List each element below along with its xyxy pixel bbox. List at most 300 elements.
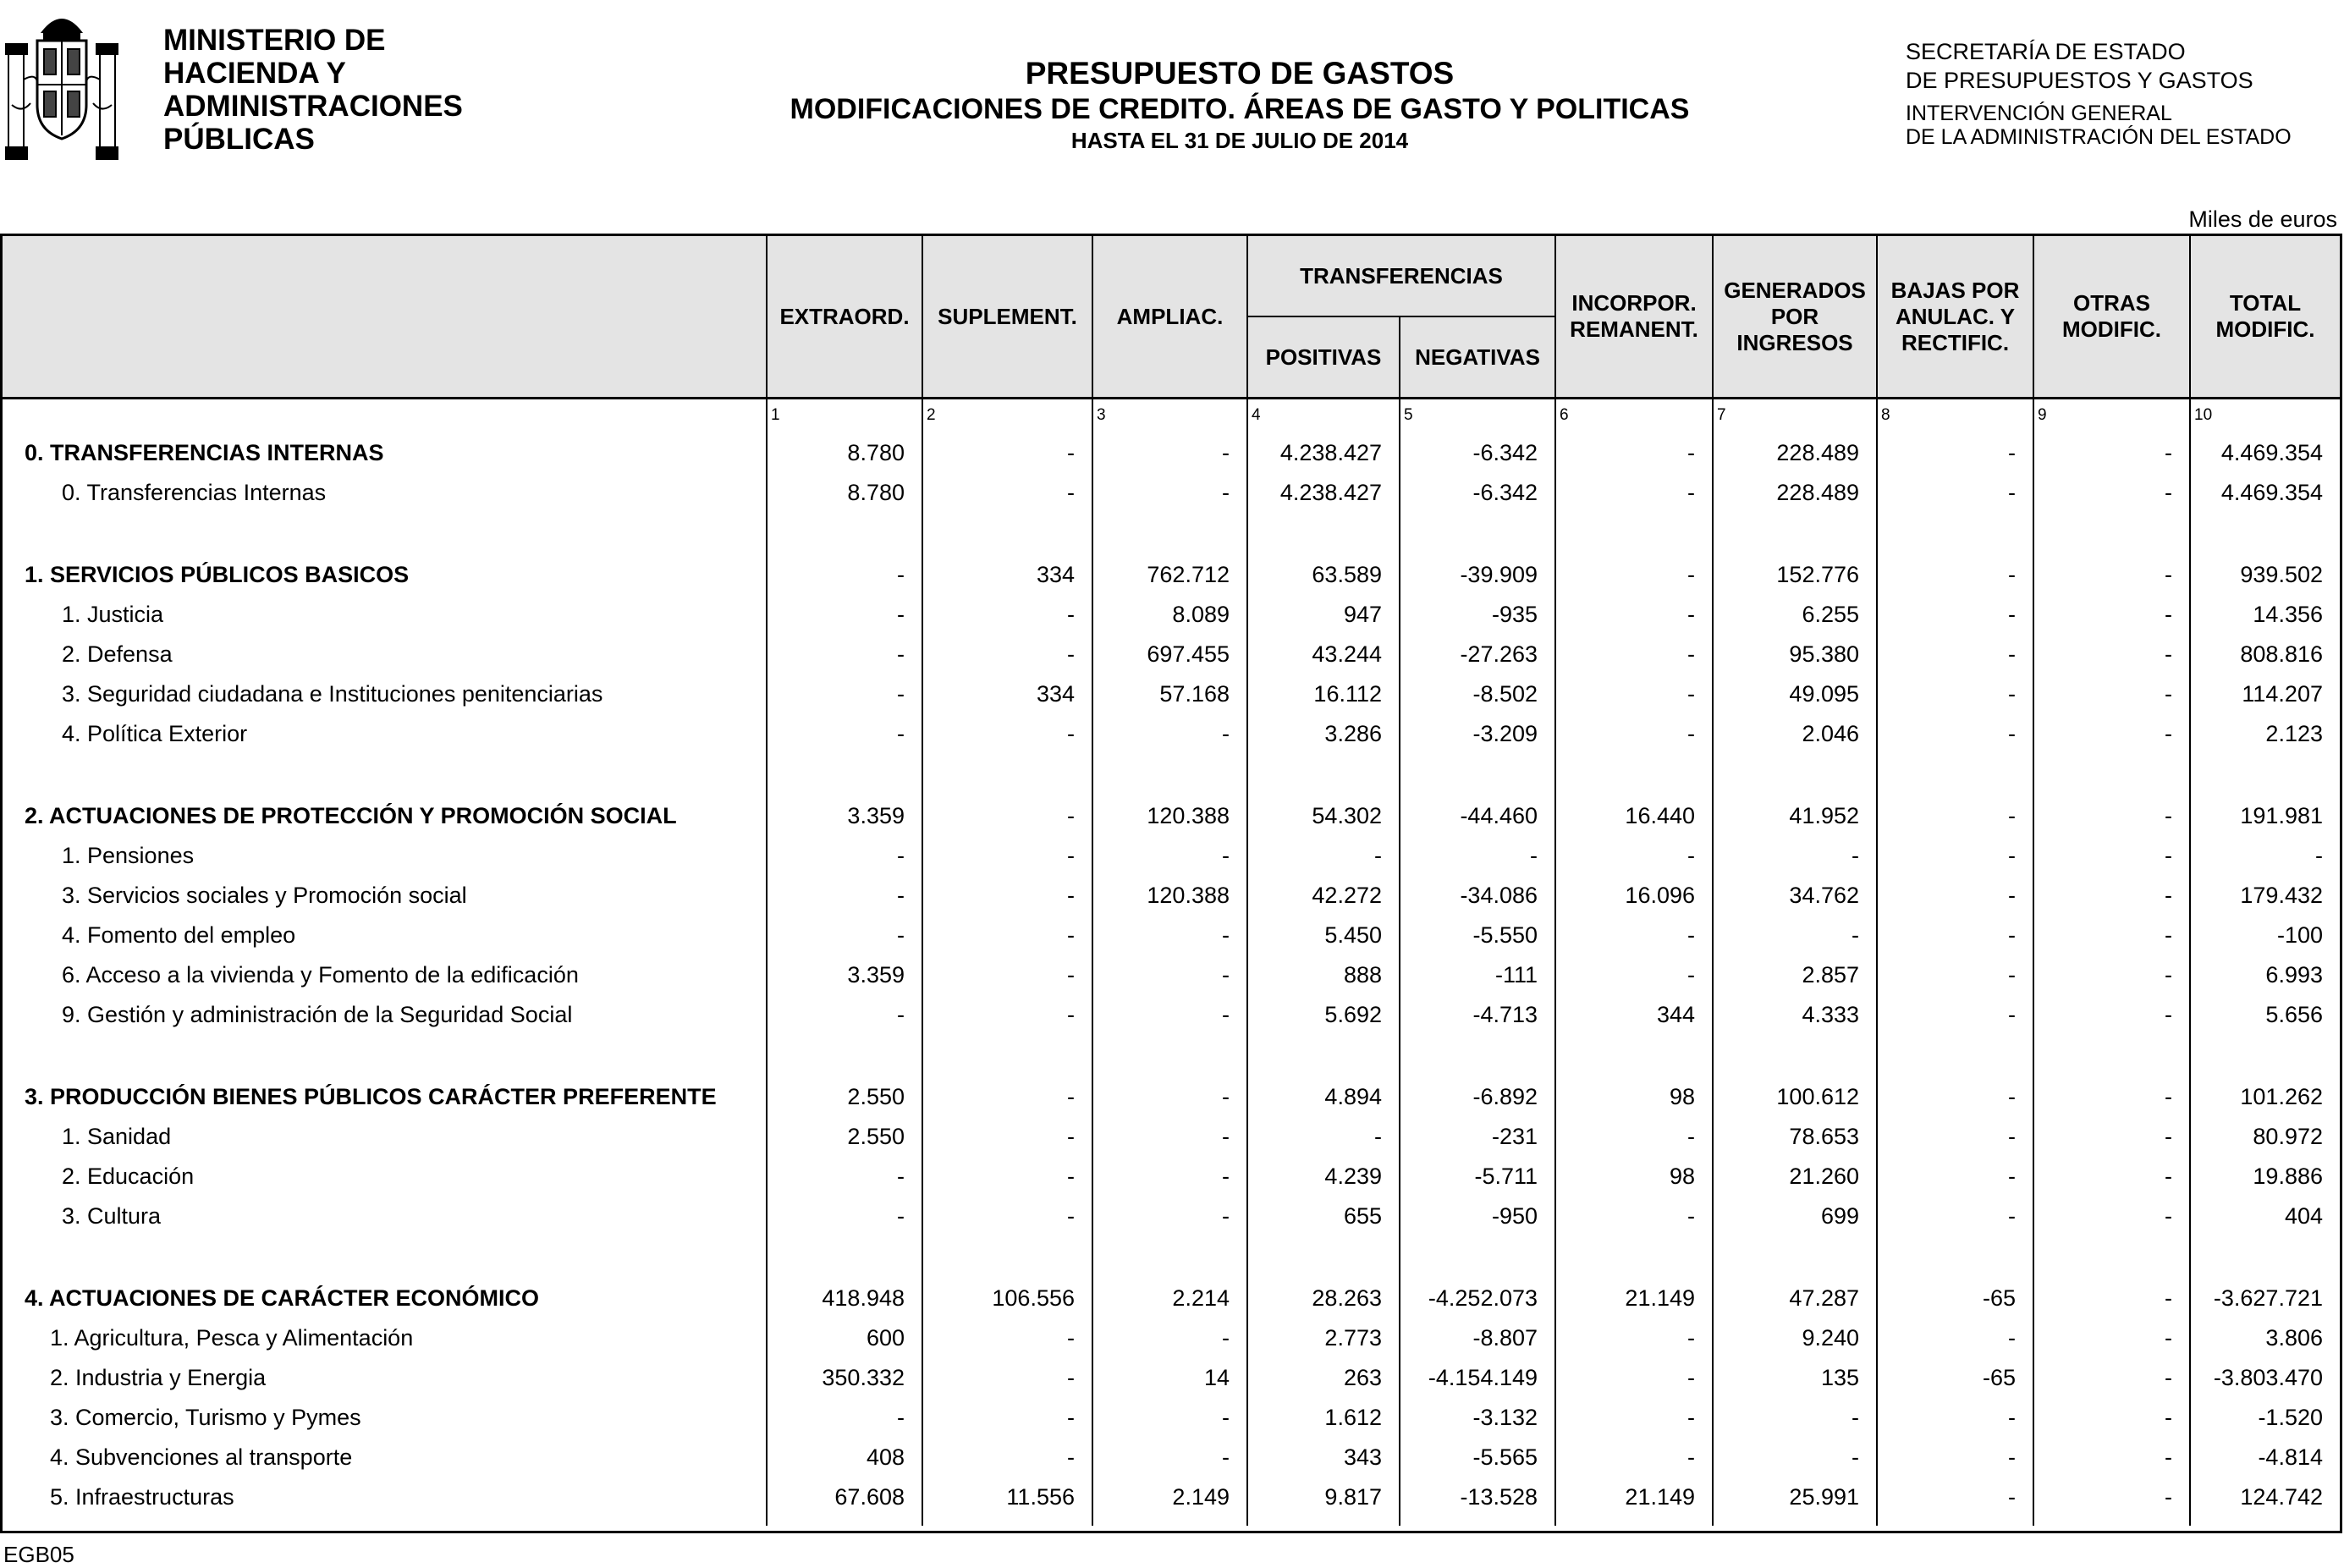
value-cell: - [1877,1318,2033,1358]
value-cell: - [2033,1438,2190,1477]
col-header-otras [2033,236,2190,399]
row-label: 2. Industria y Energia [50,1365,267,1390]
spacer-cell [1400,1035,1555,1077]
spacer-cell [1247,1517,1400,1526]
value-cell: - [1092,433,1247,473]
value-cell: 2.550 [767,1117,922,1157]
value-cell: -111 [1400,955,1555,995]
value-cell: 9.817 [1247,1477,1400,1517]
value-cell: - [767,635,922,674]
row-label: 5. Infraestructuras [50,1484,234,1510]
value-cell: - [922,995,1092,1035]
value-cell: 80.972 [2190,1117,2340,1157]
value-cell: 19.886 [2190,1157,2340,1197]
value-cell: - [1555,1197,1713,1236]
col-header-generados [1713,236,1877,399]
row-label: 1. Pensiones [62,843,195,868]
value-cell: - [1092,995,1247,1035]
value-cell: - [2033,1197,2190,1236]
table-body [3,399,2340,1527]
policy-row [3,473,2340,513]
secretaria-line: DE PRESUPUESTOS Y GASTOS [1906,68,2253,93]
spacer-cell [1555,1236,1713,1279]
value-cell: - [1092,1157,1247,1197]
policy-row [3,1157,2340,1197]
value-cell: - [1555,1117,1713,1157]
value-cell: 120.388 [1092,796,1247,836]
value-cell: -3.209 [1400,714,1555,754]
value-cell: -34.086 [1400,876,1555,916]
value-cell: - [767,836,922,876]
row-label: 3. Seguridad ciudadana e Instituciones penitenciarias [62,681,603,707]
spacer-cell [1247,1236,1400,1279]
value-cell: - [922,955,1092,995]
header-line: MODIFIC. [2062,316,2162,342]
policy-row [3,876,2340,916]
value-cell: - [1713,916,1877,955]
value-cell: -4.154.149 [1400,1358,1555,1398]
value-cell: - [1877,1117,2033,1157]
spacer-cell [922,1035,1092,1077]
value-cell: - [1247,1117,1400,1157]
value-cell: - [2033,876,2190,916]
value-cell: - [2190,836,2340,876]
value-cell: -1.520 [2190,1398,2340,1438]
spacer-cell [1555,1035,1713,1077]
value-cell: 8.780 [767,433,922,473]
column-numbers-row [3,399,2340,434]
value-cell: - [2033,1117,2190,1157]
policy-row [3,1117,2340,1157]
spacer-cell [3,1035,767,1077]
value-cell: -8.502 [1400,674,1555,714]
spacer-cell [1877,513,2033,555]
spacer-cell [3,1236,767,1279]
value-cell: - [922,1197,1092,1236]
spacer-cell [922,754,1092,796]
column-number: 6 [1555,399,1713,434]
value-cell: 21.260 [1713,1157,1877,1197]
value-cell: -65 [1877,1358,2033,1398]
budget-modifications-table [3,236,2340,1526]
value-cell: 28.263 [1247,1279,1400,1318]
value-cell: - [2033,1279,2190,1318]
value-cell: - [922,796,1092,836]
area-row [3,1077,2340,1117]
spacer-cell [1713,754,1877,796]
value-cell: - [922,635,1092,674]
value-cell: - [2033,916,2190,955]
value-cell: 11.556 [922,1477,1092,1517]
spacer-cell [922,1517,1092,1526]
spacer-cell [3,1517,767,1526]
spacer-cell [1877,754,2033,796]
column-number: 3 [1092,399,1247,434]
col-header-incorpor [1555,236,1713,399]
value-cell: - [1092,1318,1247,1358]
value-cell: - [1555,1438,1713,1477]
value-cell: 6.255 [1713,595,1877,635]
spacer-cell [2033,1035,2190,1077]
value-cell: 4.894 [1247,1077,1400,1117]
value-cell: - [1555,955,1713,995]
value-cell: - [767,1197,922,1236]
value-cell: - [2033,796,2190,836]
row-label: 2. Educación [62,1164,195,1189]
row-label: 4. ACTUACIONES DE CARÁCTER ECONÓMICO [25,1285,540,1311]
spacer-row [3,1236,2340,1279]
value-cell: 6.993 [2190,955,2340,995]
policy-row [3,595,2340,635]
spacer-cell [2190,1236,2340,1279]
value-cell: 16.096 [1555,876,1713,916]
value-cell: 9.240 [1713,1318,1877,1358]
spacer-cell [1092,513,1247,555]
row-label: 0. TRANSFERENCIAS INTERNAS [25,440,384,465]
spacer-cell [1713,1035,1877,1077]
spacer-cell [2033,513,2190,555]
value-cell: 34.762 [1713,876,1877,916]
col-header-ampliac: AMPLIAC. [1092,236,1247,399]
spacer-row [3,513,2340,555]
value-cell: - [1092,1438,1247,1477]
header-line: INGRESOS [1736,329,1853,355]
row-label: 0. Transferencias Internas [62,480,327,505]
policy-row [3,1477,2340,1517]
column-number: 7 [1713,399,1877,434]
value-cell: - [1555,433,1713,473]
spacer-cell [2033,1236,2190,1279]
header-line: BAJAS POR [1890,277,2020,303]
value-cell: - [1877,1438,2033,1477]
value-cell: - [2033,1398,2190,1438]
value-cell: -8.807 [1400,1318,1555,1358]
value-cell: 344 [1555,995,1713,1035]
value-cell: -6.342 [1400,473,1555,513]
column-number: 2 [922,399,1092,434]
col-header-suplement: SUPLEMENT. [922,236,1092,399]
spacer-cell [1092,1517,1247,1526]
value-cell: - [1555,714,1713,754]
row-label: 1. Sanidad [62,1124,172,1149]
value-cell: 101.262 [2190,1077,2340,1117]
value-cell: - [2033,1358,2190,1398]
value-cell: -5.565 [1400,1438,1555,1477]
value-cell: 5.692 [1247,995,1400,1035]
policy-row [3,955,2340,995]
value-cell: - [922,1318,1092,1358]
value-cell: 135 [1713,1358,1877,1398]
value-cell: -3.627.721 [2190,1279,2340,1318]
column-number: 10 [2190,399,2340,434]
row-label: 4. Fomento del empleo [62,922,296,948]
value-cell: - [922,1157,1092,1197]
value-cell: -100 [2190,916,2340,955]
value-cell: 3.359 [767,796,922,836]
value-cell: 8.089 [1092,595,1247,635]
value-cell: - [1877,1077,2033,1117]
value-cell: - [922,1117,1092,1157]
value-cell: -950 [1400,1197,1555,1236]
value-cell: 179.432 [2190,876,2340,916]
units-label: Miles de euros [2188,206,2337,232]
value-cell: 49.095 [1713,674,1877,714]
col-header-transferencias: TRANSFERENCIAS [1247,236,1555,316]
value-cell: 3.806 [2190,1318,2340,1358]
value-cell: 120.388 [1092,876,1247,916]
value-cell: - [2033,1318,2190,1358]
value-cell: - [1555,473,1713,513]
spacer-cell [3,754,767,796]
value-cell: 41.952 [1713,796,1877,836]
value-cell: 54.302 [1247,796,1400,836]
col-header-total [2190,236,2340,399]
value-cell: -4.252.073 [1400,1279,1555,1318]
spacer-cell [1247,513,1400,555]
row-label: 3. Comercio, Turismo y Pymes [50,1405,361,1430]
policy-row [3,1358,2340,1398]
value-cell: 4.239 [1247,1157,1400,1197]
column-number: 8 [1877,399,2033,434]
policy-row [3,916,2340,955]
value-cell: - [1877,836,2033,876]
value-cell: -5.711 [1400,1157,1555,1197]
value-cell: - [922,916,1092,955]
policy-row [3,1318,2340,1358]
policy-row [3,836,2340,876]
value-cell: - [1877,555,2033,595]
value-cell: - [1713,1398,1877,1438]
value-cell: - [922,876,1092,916]
value-cell: 808.816 [2190,635,2340,674]
value-cell: 408 [767,1438,922,1477]
col-header-extraord: EXTRAORD. [767,236,922,399]
value-cell: - [922,1438,1092,1477]
spacer-cell [1092,1035,1247,1077]
spacer-cell [1877,1517,2033,1526]
value-cell: - [2033,473,2190,513]
value-cell: 42.272 [1247,876,1400,916]
value-cell: - [1877,995,2033,1035]
intervencion-block [1906,102,2292,149]
value-cell: - [1092,836,1247,876]
value-cell: - [922,836,1092,876]
value-cell: -27.263 [1400,635,1555,674]
report-title-block [592,54,1887,156]
spacer-cell [1400,1517,1555,1526]
value-cell: 5.450 [1247,916,1400,955]
value-cell: - [1877,1477,2033,1517]
row-label: 4. Subvenciones al transporte [50,1444,353,1470]
value-cell: 3.286 [1247,714,1400,754]
value-cell: 334 [922,674,1092,714]
value-cell: 21.149 [1555,1279,1713,1318]
column-number: 1 [767,399,922,434]
col-header-negativas: NEGATIVAS [1400,316,1555,399]
value-cell: 124.742 [2190,1477,2340,1517]
value-cell: -6.342 [1400,433,1555,473]
spacer-cell [767,1236,922,1279]
label-column-header [3,236,767,399]
value-cell: -39.909 [1400,555,1555,595]
value-cell: -65 [1877,1279,2033,1318]
row-label: 2. Defensa [62,641,173,667]
value-cell: - [1877,674,2033,714]
row-label: 3. Cultura [62,1203,162,1229]
value-cell: - [2033,635,2190,674]
coat-of-arms-emblem [5,3,118,168]
value-cell: - [767,916,922,955]
value-cell: 699 [1713,1197,1877,1236]
value-cell: - [1092,714,1247,754]
value-cell: - [1555,555,1713,595]
report-subtitle: MODIFICACIONES DE CREDITO. ÁREAS DE GASTO Y POLITICAS [790,93,1690,125]
value-cell: - [1555,674,1713,714]
value-cell: - [1877,473,2033,513]
intervencion-line: INTERVENCIÓN GENERAL [1906,102,2172,125]
spacer-cell [922,1236,1092,1279]
spacer-cell [1092,1236,1247,1279]
spacer-cell [2190,754,2340,796]
value-cell: 939.502 [2190,555,2340,595]
value-cell: 4.469.354 [2190,433,2340,473]
value-cell: - [922,595,1092,635]
bottom-padding-row [3,1517,2340,1526]
report-date: HASTA EL 31 DE JULIO DE 2014 [1070,128,1409,153]
value-cell: - [1247,836,1400,876]
spacer-cell [1713,1517,1877,1526]
header-line: RECTIFIC. [1901,329,2010,355]
spacer-cell [3,513,767,555]
row-label: 9. Gestión y administración de la Seguridad Social [62,1002,573,1027]
value-cell: 16.112 [1247,674,1400,714]
spacer-cell [1555,754,1713,796]
value-cell: - [1877,955,2033,995]
value-cell: -13.528 [1400,1477,1555,1517]
spacer-cell [1555,1517,1713,1526]
value-cell: 106.556 [922,1279,1092,1318]
header-line: TOTAL [2229,290,2302,316]
value-cell: - [767,714,922,754]
secretaria-block [1906,37,2253,95]
header-line: REMANENT. [1570,316,1698,342]
spacer-cell [2190,1517,2340,1526]
value-cell: 2.214 [1092,1279,1247,1318]
value-cell: -4.713 [1400,995,1555,1035]
value-cell: 334 [922,555,1092,595]
value-cell: - [2033,714,2190,754]
spacer-row [3,1035,2340,1077]
value-cell: - [1877,595,2033,635]
value-cell: - [767,1157,922,1197]
row-label: 4. Política Exterior [62,721,248,746]
value-cell: - [1092,955,1247,995]
value-cell: 57.168 [1092,674,1247,714]
column-number: 4 [1247,399,1400,434]
value-cell: - [1092,1117,1247,1157]
header-line: GENERADOS [1724,277,1866,303]
value-cell: 21.149 [1555,1477,1713,1517]
value-cell: - [767,674,922,714]
value-cell: - [1555,836,1713,876]
intervencion-line: DE LA ADMINISTRACIÓN DEL ESTADO [1906,125,2292,149]
value-cell: - [1877,1197,2033,1236]
value-cell: -6.892 [1400,1077,1555,1117]
value-cell: - [2033,995,2190,1035]
value-cell: - [922,433,1092,473]
value-cell: 98 [1555,1157,1713,1197]
value-cell: - [2033,433,2190,473]
report-code: EGB05 [3,1542,74,1567]
area-row [3,1279,2340,1318]
value-cell: 98 [1555,1077,1713,1117]
value-cell: 350.332 [767,1358,922,1398]
policy-row [3,1197,2340,1236]
value-cell: -3.132 [1400,1398,1555,1438]
value-cell: - [767,1398,922,1438]
value-cell: 67.608 [767,1477,922,1517]
value-cell: 228.489 [1713,433,1877,473]
spacer-cell [1877,1236,2033,1279]
value-cell: 8.780 [767,473,922,513]
spacer-cell [2033,754,2190,796]
value-cell: - [1555,635,1713,674]
spacer-cell [1400,513,1555,555]
value-cell: 47.287 [1713,1279,1877,1318]
value-cell: - [1877,796,2033,836]
value-cell: - [1877,876,2033,916]
row-label: 3. PRODUCCIÓN BIENES PÚBLICOS CARÁCTER PREFERENTE [25,1084,717,1109]
spacer-cell [1555,513,1713,555]
value-cell: - [1092,916,1247,955]
area-row [3,555,2340,595]
area-row [3,433,2340,473]
value-cell: - [2033,836,2190,876]
value-cell: - [1555,1398,1713,1438]
value-cell: - [2033,1157,2190,1197]
value-cell: 404 [2190,1197,2340,1236]
spacer-cell [1877,1035,2033,1077]
value-cell: 343 [1247,1438,1400,1477]
value-cell: - [767,995,922,1035]
header-line: ANULAC. Y [1895,303,2016,329]
value-cell: 4.238.427 [1247,433,1400,473]
value-cell: 697.455 [1092,635,1247,674]
value-cell: 63.589 [1247,555,1400,595]
row-label: 2. ACTUACIONES DE PROTECCIÓN Y PROMOCIÓN SOCIAL [25,803,677,828]
value-cell: 191.981 [2190,796,2340,836]
value-cell: - [2033,674,2190,714]
area-row [3,796,2340,836]
value-cell: - [1555,1358,1713,1398]
value-cell: 2.550 [767,1077,922,1117]
value-cell: - [1713,1438,1877,1477]
budget-table-container [0,234,2342,1533]
spacer-cell [1092,754,1247,796]
value-cell: -935 [1400,595,1555,635]
value-cell: - [1092,1197,1247,1236]
policy-row [3,714,2340,754]
value-cell: 25.991 [1713,1477,1877,1517]
value-cell: - [1877,1398,2033,1438]
value-cell: - [1555,916,1713,955]
value-cell: 4.469.354 [2190,473,2340,513]
spacer-cell [1713,1236,1877,1279]
value-cell: - [2033,955,2190,995]
column-number: 5 [1400,399,1555,434]
value-cell: 5.656 [2190,995,2340,1035]
spacer-cell [2033,1517,2190,1526]
